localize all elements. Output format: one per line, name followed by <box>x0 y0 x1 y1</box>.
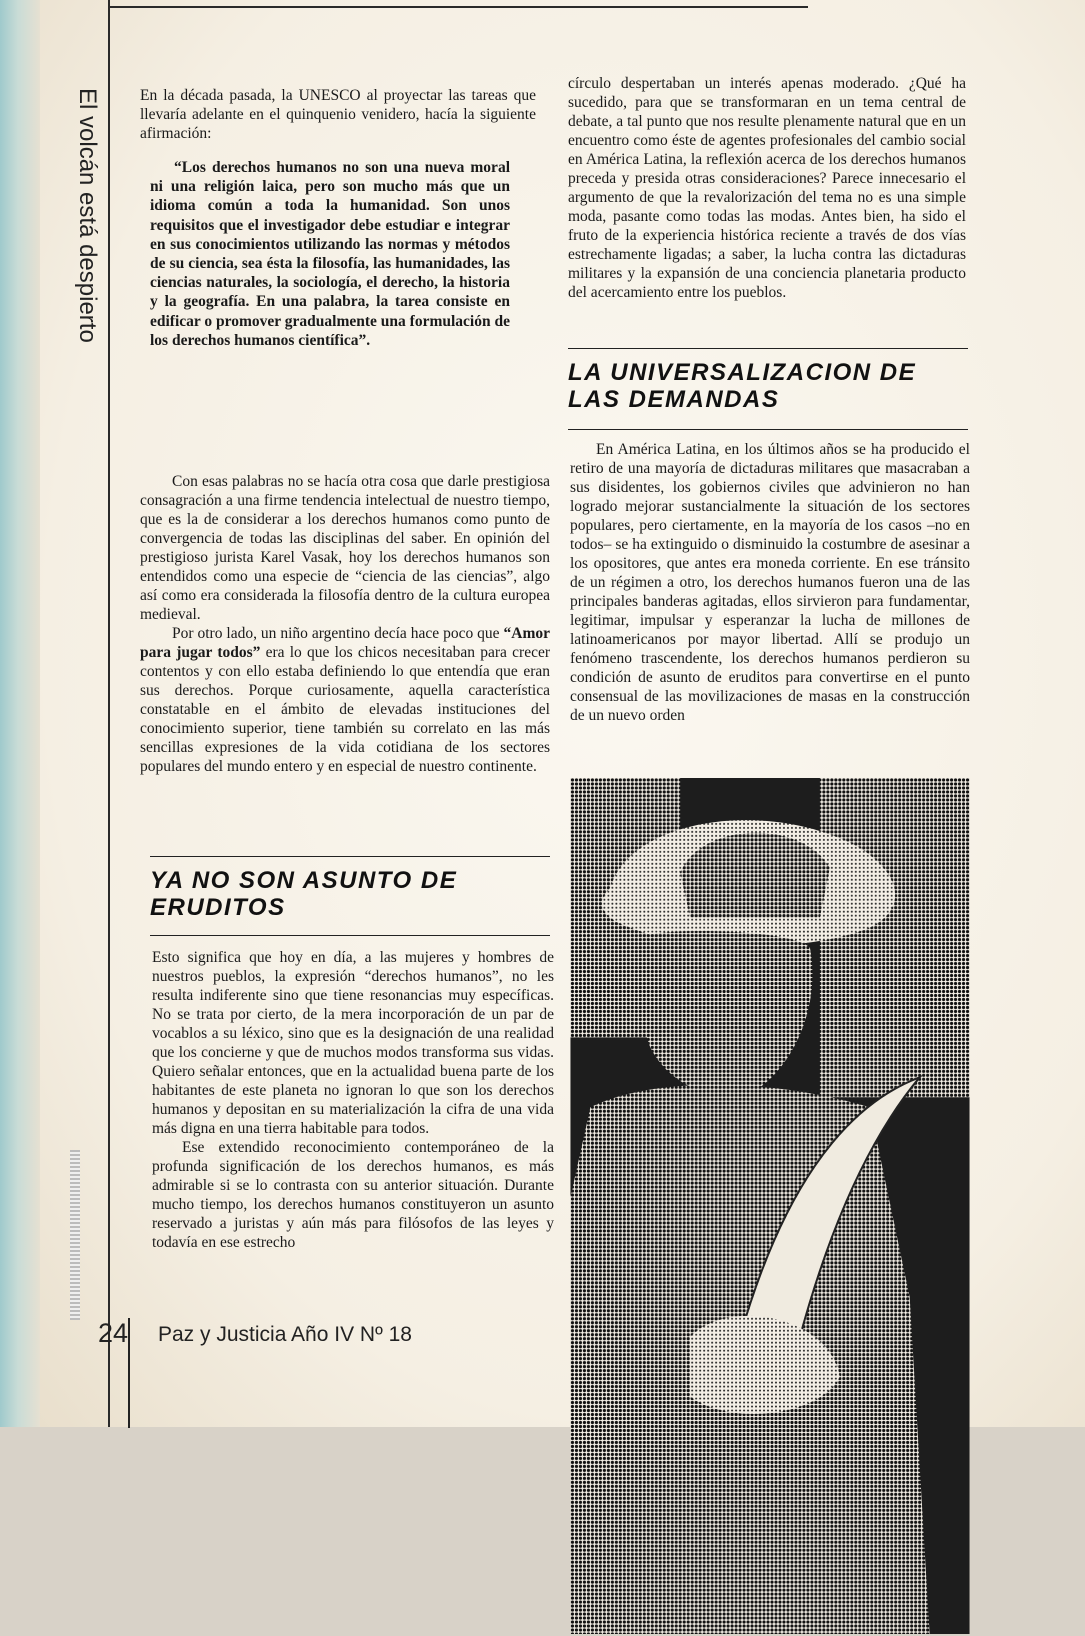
foliage <box>820 778 970 1097</box>
text: era lo que los chicos necesitaban para crecer contentos y con ello estaba definiendo lo que entendía que eran sus derechos. Porque curiosamente, aquella característica constatable en el ámbito de elevadas instituciones del conocimiento superior, tiene también su correlato en las más sencillas expresiones de la vida cotidiana de los sectores populares del mundo entero y en especial de nuestro continente. <box>140 644 550 775</box>
text: Por otro lado, un niño argentino decía hace poco que <box>172 625 500 642</box>
photo <box>570 778 970 1636</box>
paragraph: Con esas palabras no se hacía otra cosa que darle prestigiosa consagración a una firme tendencia intelectual de nuestro tiempo, que es la de considerar a los derechos humanos como punto de convergencia de todas las disciplinas del saber. En opinión del prestigioso jurista Karel Vasak, hoy los derechos humanos son entendidos como una especie de “ciencia de las ciencias”, algo así como era considerada la filosofía dentro de la cultura europea medieval. <box>140 473 550 623</box>
binding-strip <box>70 1150 80 1320</box>
right-column <box>568 74 966 302</box>
heading-text: YA NO SON ASUNTO DE ERUDITOS <box>150 867 458 921</box>
publication-title: Paz y Justicia Año IV Nº 18 <box>158 1323 412 1346</box>
left-column <box>140 86 536 143</box>
right-body <box>570 440 970 725</box>
paragraph: Esto significa que hoy en día, a las mujeres y hombres de nuestros pueblos, la expresión “derechos humanos”, no les resulta indiferente sino que tiene resonancias muy específicas. No se trata por cierto, de la mera incorporación de un par de vocablos a su léxico, sino que es la designación de una realidad que los concierne y que de muchos modos transforma sus vidas. Quiero señalar entonces, que en la actualidad buena parte de los habitantes de este planeta no ignoran lo que son los derechos humanos y depositan en su materialización la cifra de una vida más digna en una tierra habitable para todos. <box>152 949 554 1137</box>
paragraph <box>140 624 550 776</box>
heading-text: LA UNIVERSALIZACION DE LAS DEMANDAS <box>568 359 917 413</box>
page-edge <box>0 0 40 1427</box>
section-heading <box>568 348 968 430</box>
left-body-2 <box>152 948 554 1252</box>
unesco-quote: “Los derechos humanos no son una nueva moral ni una religión laica, pero son mucho más que un idioma común a toda la humanidad. Son unos requisitos que el investigador debe estudiar e integrar en sus conocimientos utilizando las normas y métodos de su ciencia, sea ésta la filosofía, las humanidades, las ciencias naturales, la sociología, el derecho, la historia y la geografía. En una palabra, la tarea consiste en edificar o promover gradualmente una formulación de los derechos humanos científica”. <box>150 159 510 349</box>
page-number: 24 <box>98 1318 129 1348</box>
top-rule <box>108 0 808 8</box>
side-title: El volcán está despierto <box>74 88 101 343</box>
section-heading <box>150 856 550 936</box>
quote-block <box>150 158 510 350</box>
paragraph: círculo despertaban un interés apenas moderado. ¿Qué ha sucedido, para que se transformaran en un tema central de debate, a tal punto que nos resulte plenamente natural que en un encuentro como éste de agentes profesionales del cambio social en América Latina, la reflexión acerca de los derechos humanos preceda y presida otras consideraciones? Parece innecesario el argumento de que la revalorización del tema no es una simple moda, pasante como todas las modas. Antes bien, ha sido el fruto de la experiencia histórica reciente a través de dos vías estrechamente ligadas; a saber, la lucha contra las dictaduras militares y la expansión de una conciencia planetaria producto del acercamiento entre los pueblos. <box>568 75 966 301</box>
paragraph: Ese extendido reconocimiento contemporáneo de la profunda significación de los derechos humanos, es más admirable si se lo contrasta con su anterior situación. Durante mucho tiempo, los derechos humanos constituyeron un asunto reservado a juristas y aún más para filósofos de las leyes y todavía en ese estrecho <box>152 1139 554 1251</box>
side-rule <box>108 0 110 1427</box>
footer-separator <box>128 1318 130 1428</box>
left-body <box>140 472 550 776</box>
intro-paragraph: En la década pasada, la UNESCO al proyectar las tareas que llevaría adelante en el quinquenio venidero, hacía la siguiente afirmación: <box>140 87 536 142</box>
paragraph: En América Latina, en los últimos años se ha producido el retiro de una mayoría de dictaduras militares que masacraban a sus disidentes, los gobiernos civiles que advinieron no han logrado mejorar sustancialmente la situación de los sectores populares, pero ciertamente, en la mayoría de los casos –no en todos– se ha extinguido o disminuido la costumbre de asesinar a los opositores, que antes era moneda corriente. En ese tránsito de un régimen a otro, los derechos humanos fueron una de las principales banderas agitadas, ellos sirvieron para fundamentar, legitimar, impulsar y esperanzar la lucha de millones de latinoamericanos por mayor libertad. Allí se produjo un fenómeno trascendente, los derechos humanos perdieron su condición de asunto de eruditos para convertirse en el punto consensual de las movilizaciones de masas en la construcción de un nuevo orden <box>570 441 970 724</box>
bold-quote: “Amor para jugar todos” <box>140 625 550 661</box>
